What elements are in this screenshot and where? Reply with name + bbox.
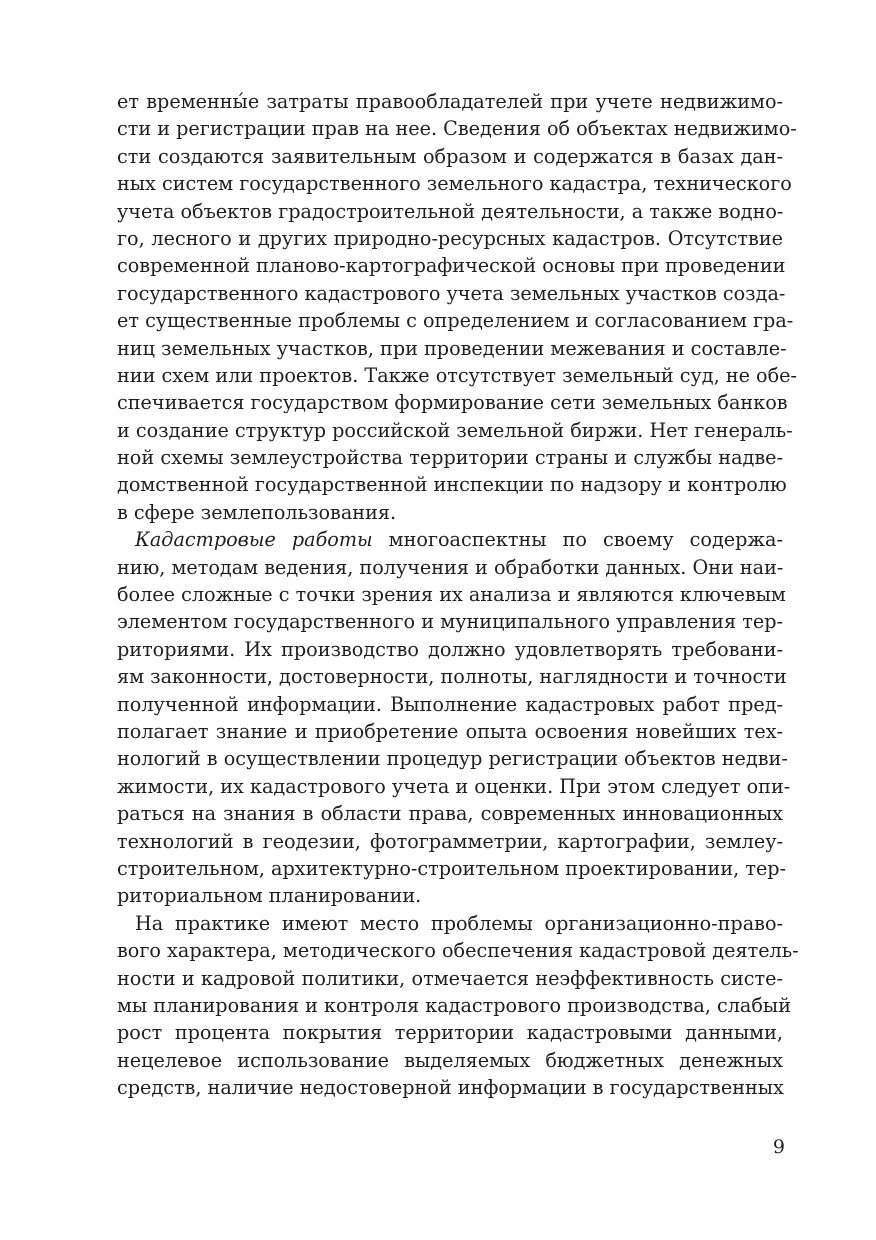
text-line: вого характера, методического обеспечения кадастровой деятель-: [117, 939, 799, 963]
text-run: многоаспектны по своему содержа-: [372, 528, 783, 552]
text-line: в сфере землепользования.: [117, 500, 397, 524]
text-line: государственного кадастрового учета земельных участков созда-: [117, 281, 786, 305]
text-line: жимости, их кадастрового учета и оценки. При этом следует опи-: [117, 774, 791, 798]
text-line: ет временны́е затраты правообладателей при учете недвижимо-: [117, 90, 783, 113]
text-line: сти и регистрации прав на нее. Сведения об объектах недвижимо-: [117, 117, 797, 141]
text-line: го, лесного и других природно-ресурсных кадастров. Отсутствие: [117, 226, 783, 250]
text-line: раться на знания в области права, современных инновационных: [117, 802, 783, 826]
text-line: элементом государственного и муниципального управления тер-: [117, 610, 783, 634]
text-line: На практике имеют место проблемы организационно-право-: [135, 911, 783, 935]
body-text: [117, 88, 799, 1101]
text-line: более сложные с точки зрения их анализа и являются ключевым: [117, 583, 786, 607]
page-number: 9: [772, 1136, 785, 1158]
text-line: и создание структур российской земельной биржи. Нет генераль-: [117, 418, 793, 442]
text-line: спечивается государством формирование сети земельных банков: [117, 391, 788, 415]
text-line: [117, 526, 783, 553]
paragraph-2: [117, 526, 791, 909]
text-line: ям законности, достоверности, полноты, наглядности и точности: [117, 665, 787, 689]
italic-term: Кадастровые работы: [135, 528, 373, 552]
text-line: нецелевое использование выделяемых бюджетных денежных: [117, 1048, 783, 1072]
text-line: средств, наличие недостоверной информации в государственных: [117, 1076, 784, 1100]
text-line: рост процента покрытия территории кадастровыми данными,: [117, 1021, 783, 1045]
text-line: технологий в геодезии, фотограмметрии, картографии, землеу-: [117, 829, 783, 853]
paragraph-1: [117, 88, 798, 526]
text-line: нию, методам ведения, получения и обработки данных. Они наи-: [117, 555, 784, 579]
text-line: ниц земельных участков, при проведении межевания и составле-: [117, 336, 787, 360]
text-line: современной планово-картографической основы при проведении: [117, 254, 786, 278]
text-line: полагает знание и приобретение опыта освоения новейших тех-: [117, 719, 783, 743]
text-line: риториями. Их производство должно удовлетворять требовани-: [117, 637, 783, 661]
text-line: строительном, архитектурно-строительном проектировании, тер-: [117, 856, 787, 880]
text-line: ной схемы землеустройства территории страны и службы надве-: [117, 446, 783, 470]
text-line: учета объектов градостроительной деятельности, а также водно-: [117, 199, 784, 223]
text-line: сти создаются заявительным образом и содержатся в базах дан-: [117, 144, 783, 168]
text-line: ных систем государственного земельного кадастра, технического: [117, 172, 792, 196]
text-line: домственной государственной инспекции по надзору и контролю: [117, 473, 787, 497]
text-line: ности и кадровой политики, отмечается неэффективность систе-: [117, 966, 783, 990]
paragraph-3: [117, 910, 799, 1102]
text-line: риториальном планировании.: [117, 884, 422, 908]
text-line: мы планирования и контроля кадастрового производства, слабый: [117, 993, 791, 1017]
text-line: нии схем или проектов. Также отсутствует земельный суд, не обе-: [117, 363, 798, 387]
text-line: полученной информации. Выполнение кадастровых работ пред-: [117, 692, 783, 716]
text-line: ет существенные проблемы с определением и согласованием гра-: [117, 309, 794, 333]
text-line: нологий в осуществлении процедур регистрации объектов недви-: [117, 747, 788, 771]
